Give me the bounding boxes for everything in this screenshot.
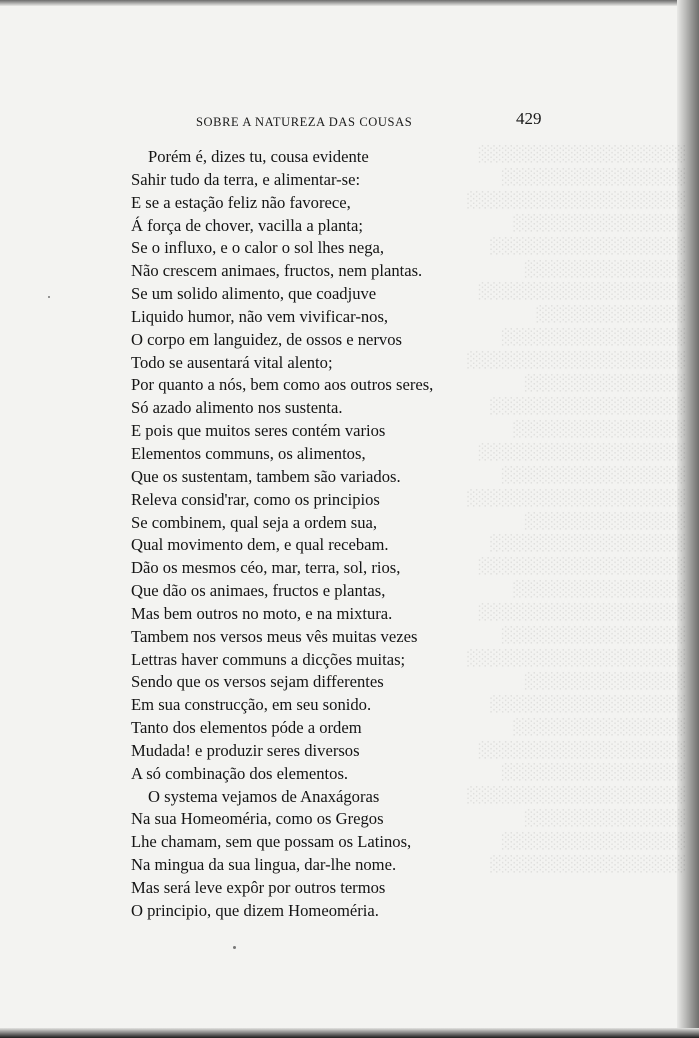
poem-line: Só azado alimento nos sustenta. [131,398,343,418]
poem-line: Na mingua da sua lingua, dar-lhe nome. [131,855,397,875]
poem-line: Sendo que os versos sejam differentes [131,672,384,692]
poem-verse [131,146,433,923]
print-speck [48,296,50,298]
poem-line: Se um solido alimento, que coadjuve [131,284,377,304]
poem-line: Dão os mesmos céo, mar, terra, sol, rios, [131,558,401,578]
poem-line: O corpo em languidez, de ossos e nervos [131,329,402,349]
poem-line: Lettras haver communs a dicções muitas; [131,649,406,669]
poem-line: Tanto dos elementos póde a ordem [131,718,362,738]
poem-line: Á força de chover, vacilla a planta; [131,215,363,235]
poem-line: E pois que muitos seres contém varios [131,421,386,441]
page-top-edge [0,0,699,6]
poem-line: A só combinação dos elementos. [131,763,349,783]
print-speck [233,946,236,949]
running-title: SOBRE A NATUREZA DAS COUSAS [196,115,413,129]
poem-line: Em sua construcção, em seu sonido. [131,695,372,715]
poem-line: E se a estação feliz não favorece, [131,192,351,212]
poem-line: Elementos communs, os alimentos, [131,443,366,463]
poem-line: Por quanto a nós, bem como aos outros seres, [131,375,434,395]
poem-line: Que os sustentam, tambem são variados. [131,466,401,486]
poem-line: Que dão os animaes, fructos e plantas, [131,581,386,601]
page-bottom-edge [0,1028,699,1038]
poem-line: Qual movimento dem, e qual recebam. [131,535,389,555]
poem-line: Na sua Homeoméria, como os Gregos [131,809,384,829]
poem-line: Se combinem, qual seja a ordem sua, [131,512,378,532]
poem-line: Se o influxo, e o calor o sol lhes nega, [131,238,384,258]
poem-line: Todo se ausentará vital alento; [131,352,333,372]
poem-line: Lhe chamam, sem que possam os Latinos, [131,832,412,852]
show-through-texture: ░░░░░░░░░░░░░░░░░░ ░░░░░░░░░░░░░░░░ ░░░░░░░░░░░░░░░░░░░ ░░░░░░░░░░░░░░░ ░░░░░░░░░░░░░░░░░ ░░░░░░░░░░░░░░ ░░░░░░░░░░░░░░░░░░ ░░░░░░░░░░░░░ ░░░░░░░░░░░░░░░░ ░░░░░░░░░░░░░░░░░░░ ░░░░░░░░░░░░░░ ░░░░░░░░░░░░░░░░░ ░░░░░░░░░░░░░░░ ░░░░░░░░░░░░░░░░░░ ░░░░░░░░░░░░░░░░ ░░░░░░░░░░░░░░░░░░░ ░░░░░░░░░░░░░░ ░░░░░░░░░░░░░░░░░ ░░░░░░░░░░░░░░░░░░ ░░░░░░░░░░░░░░░ ░░░░░░░░░░░░░░░░░░ ░░░░░░░░░░░░░░░░ ░░░░░░░░░░░░░░░░░░░ ░░░░░░░░░░░░░░ ░░░░░░░░░░░░░░░░░ ░░░░░░░░░░░░░░░ ░░░░░░░░░░░░░░░░░░ ░░░░░░░░░░░░░░░░ ░░░░░░░░░░░░░░░░░░░ ░░░░░░░░░░░░░░ ░░░░░░░░░░░░░░░░ ░░░░░░░░░░░░░░░░░ [465,145,685,874]
poem-line: O principio, que dizem Homeoméria. [131,900,379,920]
poem-line: Mudada! e produzir seres diversos [131,740,360,760]
poem-line: Liquido humor, não vem vivificar-nos, [131,306,389,326]
poem-line: Tambem nos versos meus vês muitas vezes [131,626,418,646]
poem-line: Mas bem outros no moto, e na mixtura. [131,603,393,623]
poem-line: O systema vejamos de Anaxágoras [148,786,380,806]
poem-line: Não crescem animaes, fructos, nem plantas. [131,261,423,281]
poem-line: Porém é, dizes tu, cousa evidente [148,147,369,166]
page-number: 429 [516,109,542,128]
poem-line: Mas será leve expôr por outros termos [131,878,386,897]
poem-line: Sahir tudo da terra, e alimentar-se: [131,169,361,189]
poem-line: Releva consid'rar, como os principios [131,489,380,509]
